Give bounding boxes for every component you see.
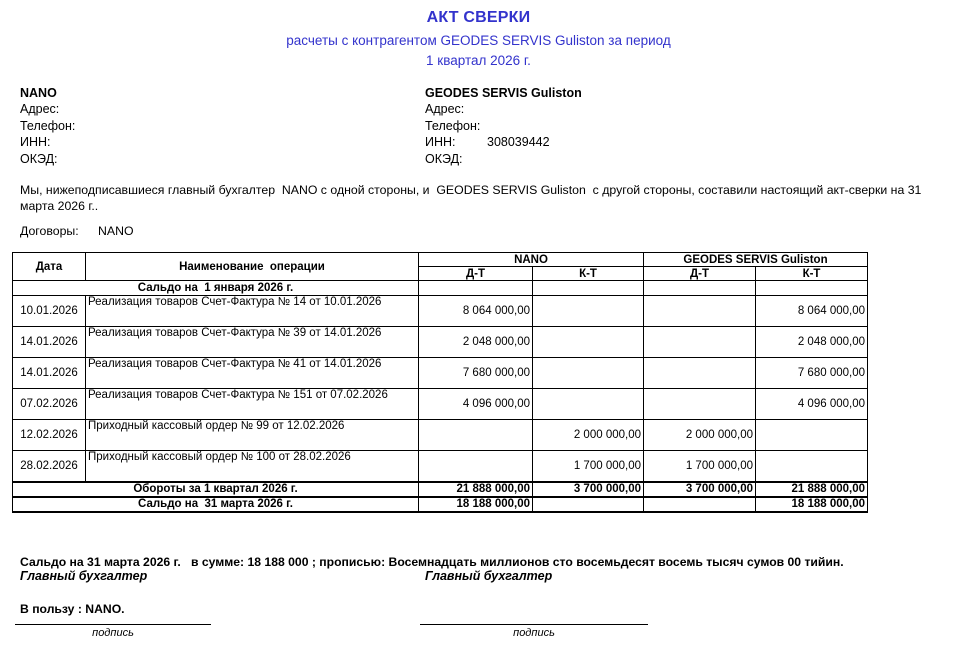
col-group-left-party: NANO: [419, 253, 644, 267]
party-right-phone-row: [425, 118, 582, 134]
party-left-name: NANO: [20, 86, 57, 100]
party-right-name: GEODES SERVIS Guliston: [425, 86, 582, 100]
amount-cell: [419, 281, 533, 296]
opening-balance-label: Сальдо на 1 января 2026 г.: [13, 281, 419, 296]
in-favor-line: В пользу : NANO.: [20, 601, 125, 616]
date-cell: 12.02.2026: [13, 420, 86, 451]
amount-cell: 7 680 000,00: [419, 358, 533, 389]
amount-cell: [533, 497, 644, 512]
amount-cell: [419, 420, 533, 451]
signature-caption: подпись: [513, 627, 555, 639]
party-right-address-row: [425, 101, 582, 117]
amount-cell: [533, 296, 644, 327]
col-header-debit-left: Д-Т: [419, 267, 533, 281]
amount-cell: 4 096 000,00: [419, 389, 533, 420]
table-row: [13, 296, 868, 327]
amount-cell: 18 188 000,00: [419, 497, 533, 512]
table-row: [13, 327, 868, 358]
col-group-right-party: GEODES SERVIS Guliston: [644, 253, 868, 267]
operation-cell: Приходный кассовый ордер № 100 от 28.02.2026: [86, 451, 419, 482]
contracts-line: [20, 224, 134, 238]
amount-cell: 21 888 000,00: [756, 482, 868, 497]
operation-cell: Реализация товаров Счет-Фактура № 14 от 10.01.2026: [86, 296, 419, 327]
amount-cell: 2 048 000,00: [756, 327, 868, 358]
table-row: [13, 358, 868, 389]
amount-cell: [533, 281, 644, 296]
amount-cell: 4 096 000,00: [756, 389, 868, 420]
operation-cell: Приходный кассовый ордер № 99 от 12.02.2026: [86, 420, 419, 451]
operation-cell: Реализация товаров Счет-Фактура № 39 от 14.01.2026: [86, 327, 419, 358]
period-line: 1 квартал 2026 г.: [426, 53, 531, 68]
closing-balance-label: Сальдо на 31 марта 2026 г.: [13, 497, 419, 512]
turnover-row: [13, 482, 868, 497]
amount-cell: 2 000 000,00: [533, 420, 644, 451]
amount-cell: [756, 451, 868, 482]
amount-cell: [533, 389, 644, 420]
amount-cell: 2 048 000,00: [419, 327, 533, 358]
col-header-credit-left: К-Т: [533, 267, 644, 281]
amount-cell: [419, 451, 533, 482]
amount-cell: [644, 327, 756, 358]
party-left-phone-row: [20, 118, 82, 134]
intro-paragraph: Мы, нижеподписавшиеся главный бухгалтер NANO с одной стороны, и GEODES SERVIS Guliston с другой стороны, составили настоящий акт-сверки на 31 марта 2026 г..: [20, 183, 925, 213]
table-header-row-1: [13, 253, 868, 267]
party-right-oked-row: [425, 151, 582, 167]
col-header-date: Дата: [13, 253, 86, 281]
address-label: Адрес:: [20, 102, 60, 117]
reconciliation-table: [12, 252, 868, 513]
date-cell: 14.01.2026: [13, 358, 86, 389]
closing-sum-in-words: Сальдо на 31 марта 2026 г. в сумме: 18 188 000 ; прописью: Восемнадцать миллионов сто восемьдесят восемь тысяч сумов 00 тийин.: [20, 555, 844, 569]
page-title: АКТ СВЕРКИ: [426, 9, 531, 26]
col-header-credit-right: К-Т: [756, 267, 868, 281]
amount-cell: 3 700 000,00: [644, 482, 756, 497]
amount-cell: [644, 296, 756, 327]
col-header-operation: Наименование операции: [86, 253, 419, 281]
oked-label: ОКЭД:: [20, 151, 58, 166]
amount-cell: [644, 389, 756, 420]
date-cell: 28.02.2026: [13, 451, 86, 482]
table-row: [13, 451, 868, 482]
document-header: [0, 9, 957, 68]
amount-cell: [756, 420, 868, 451]
amount-cell: 8 064 000,00: [756, 296, 868, 327]
amount-cell: [756, 281, 868, 296]
opening-balance-row: [13, 281, 868, 296]
signature-block-right: [420, 624, 648, 639]
operation-cell: Реализация товаров Счет-Фактура № 41 от 14.01.2026: [86, 358, 419, 389]
party-left-inn-row: [20, 134, 82, 150]
table-row: [13, 420, 868, 451]
amount-cell: 3 700 000,00: [533, 482, 644, 497]
amount-cell: 21 888 000,00: [419, 482, 533, 497]
amount-cell: 1 700 000,00: [644, 451, 756, 482]
amount-cell: 1 700 000,00: [533, 451, 644, 482]
accountant-title-left: Главный бухгалтер: [20, 569, 148, 583]
turnover-label: Обороты за 1 квартал 2026 г.: [13, 482, 419, 497]
party-left-address-row: [20, 101, 82, 117]
phone-label: Телефон:: [425, 118, 481, 133]
table-row: [13, 389, 868, 420]
party-right: [425, 85, 582, 167]
signature-caption: подпись: [92, 627, 134, 639]
date-cell: 07.02.2026: [13, 389, 86, 420]
closing-balance-row: [13, 497, 868, 512]
party-right-inn-row: [425, 134, 582, 150]
phone-label: Телефон:: [20, 118, 76, 133]
date-cell: 14.01.2026: [13, 327, 86, 358]
contracts-value: NANO: [98, 224, 134, 238]
party-left: [20, 85, 82, 167]
amount-cell: 8 064 000,00: [419, 296, 533, 327]
inn-value: 308039442: [487, 135, 550, 150]
inn-label: ИНН:: [425, 135, 456, 150]
operation-cell: Реализация товаров Счет-Фактура № 151 от 07.02.2026: [86, 389, 419, 420]
contracts-label: Договоры:: [20, 224, 79, 238]
amount-cell: 7 680 000,00: [756, 358, 868, 389]
inn-label: ИНН:: [20, 135, 51, 150]
page-subtitle: расчеты с контрагентом GEODES SERVIS Guliston за период: [286, 33, 671, 48]
amount-cell: [644, 281, 756, 296]
amount-cell: [533, 358, 644, 389]
amount-cell: 18 188 000,00: [756, 497, 868, 512]
amount-cell: [533, 327, 644, 358]
amount-cell: [644, 358, 756, 389]
party-left-oked-row: [20, 151, 82, 167]
signature-block-left: [15, 624, 211, 639]
amount-cell: [644, 497, 756, 512]
date-cell: 10.01.2026: [13, 296, 86, 327]
oked-label: ОКЭД:: [425, 151, 463, 166]
address-label: Адрес:: [425, 102, 465, 117]
col-header-debit-right: Д-Т: [644, 267, 756, 281]
amount-cell: 2 000 000,00: [644, 420, 756, 451]
accountant-title-right: Главный бухгалтер: [425, 569, 553, 583]
